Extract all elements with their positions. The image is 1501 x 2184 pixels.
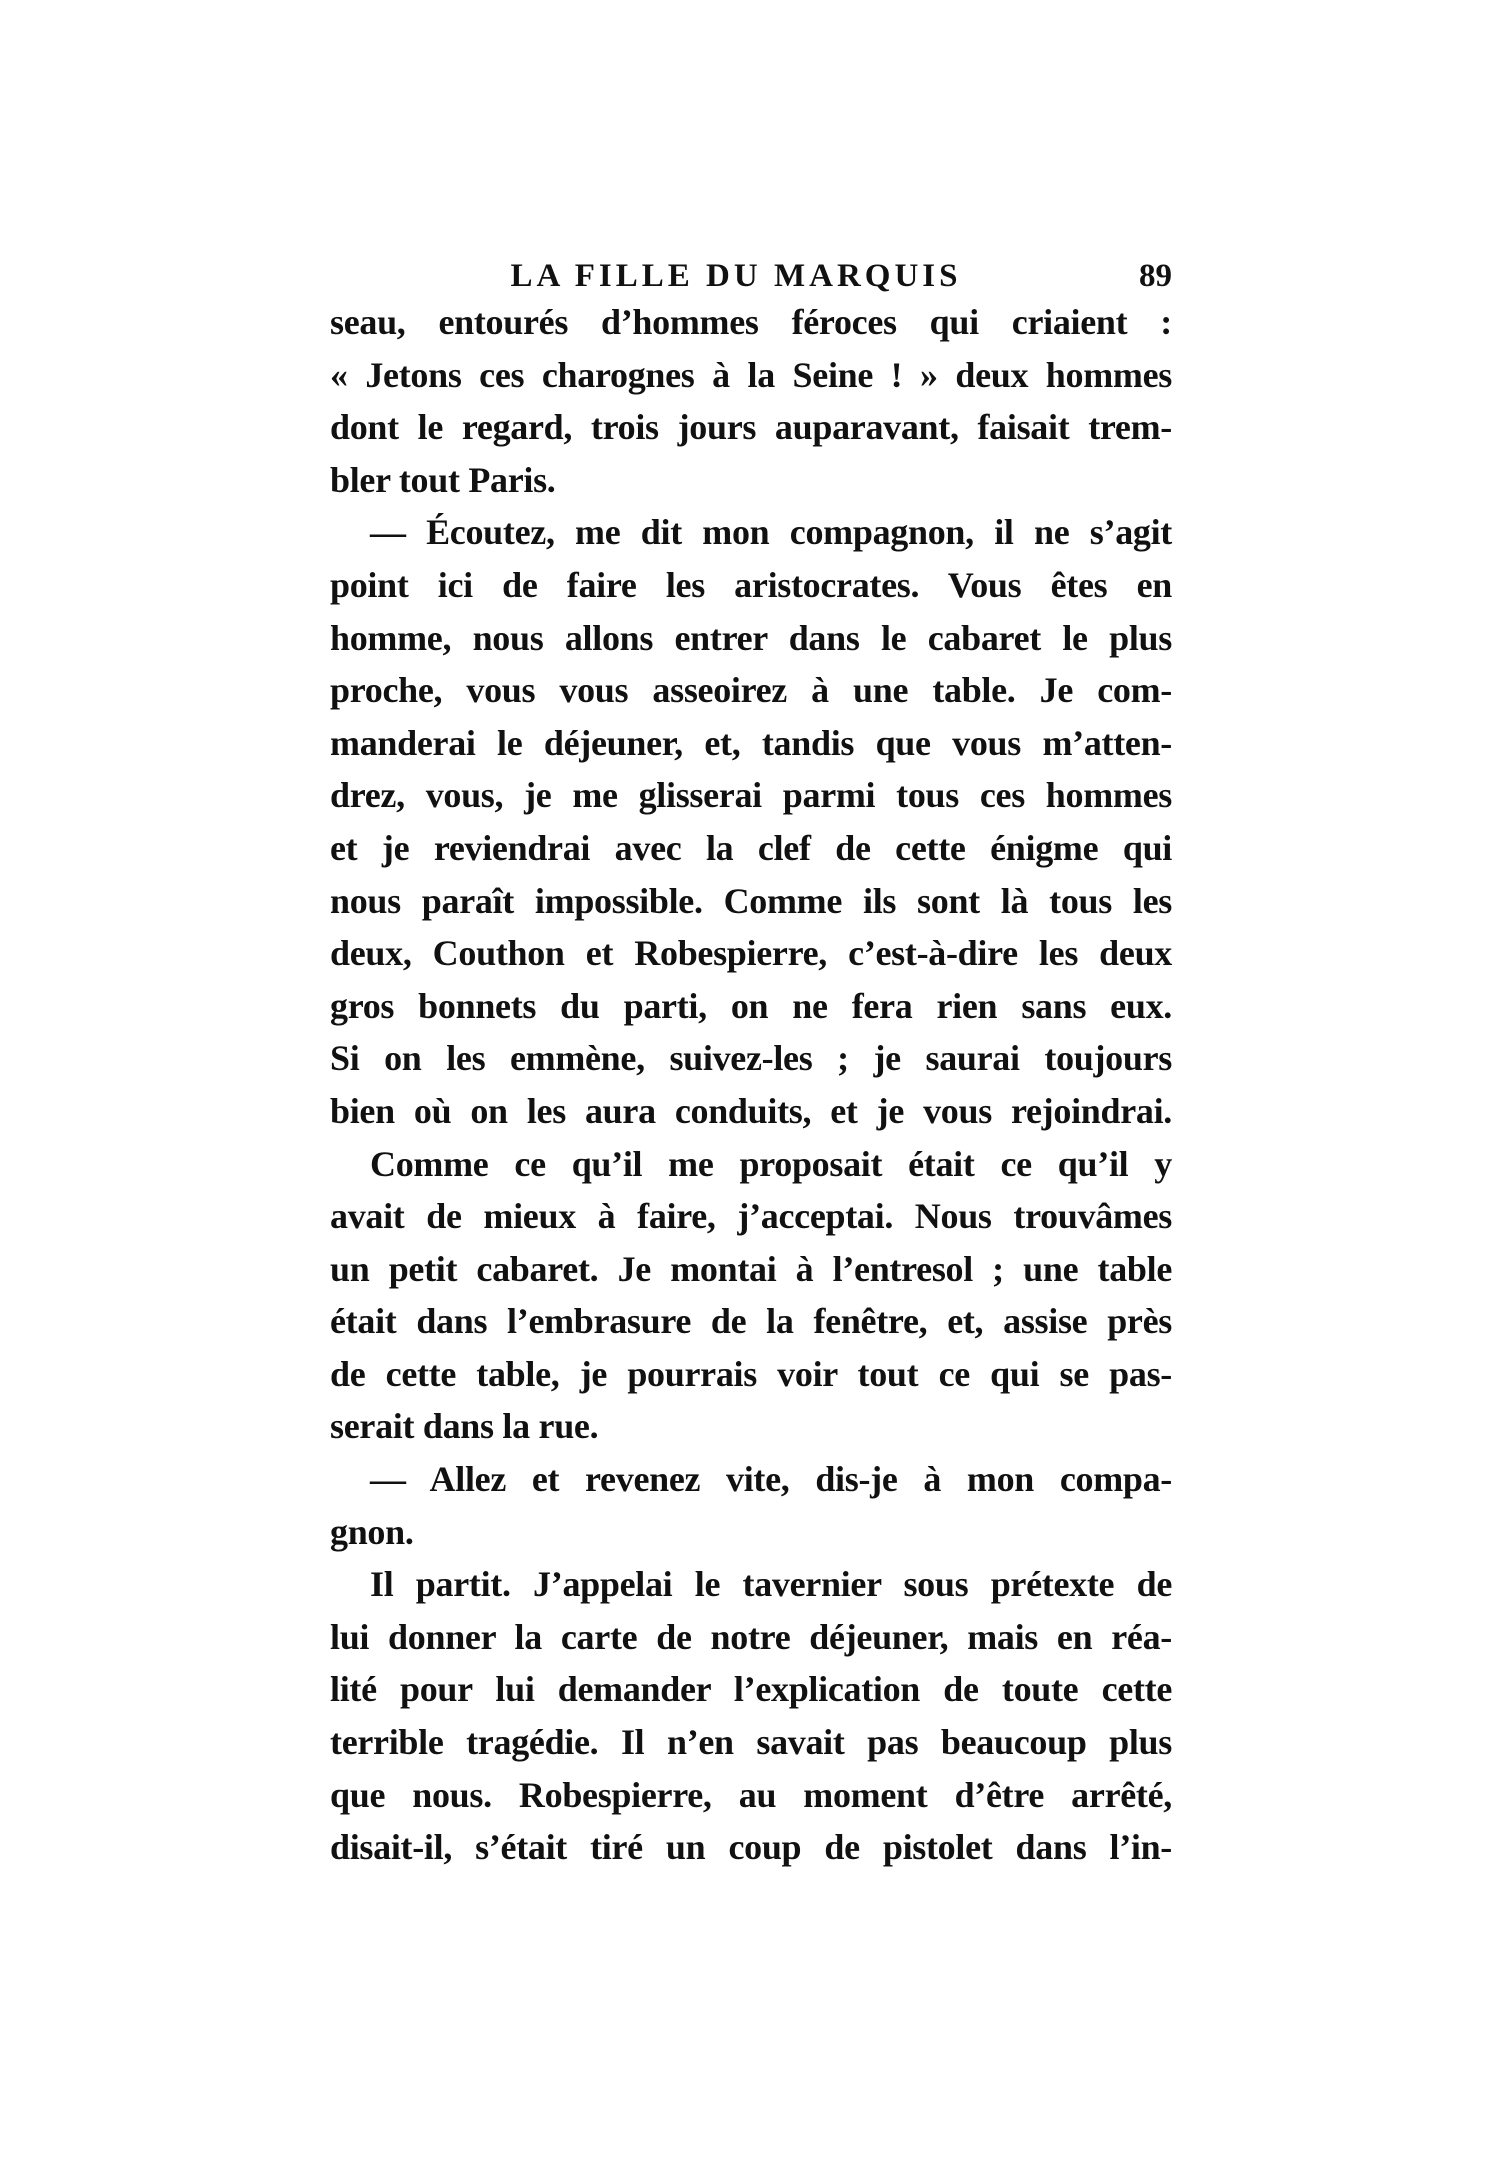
text-line: un petit cabaret. Je montai à l’entresol ; une table xyxy=(330,1248,1172,1289)
text-line: seau, entourés d’hommes féroces qui criaient : xyxy=(330,302,1172,342)
text-line: gnon. xyxy=(330,1511,414,1552)
text-line: lité pour lui demander l’explication de toute cette xyxy=(330,1669,1172,1710)
text-line: Il partit. J’appelai le tavernier sous prétexte de xyxy=(370,1564,1172,1605)
text-line: Si on les emmène, suivez-les ; je saurai toujours xyxy=(330,1038,1172,1079)
text-line: — Écoutez, me dit mon compagnon, il ne s’agit xyxy=(370,512,1172,553)
text-line: homme, nous allons entrer dans le cabaret le plus xyxy=(330,617,1172,658)
text-line: disait-il, s’était tiré un coup de pistolet dans l’in- xyxy=(330,1827,1172,1868)
text-line: point ici de faire les aristocrates. Vous êtes en xyxy=(330,564,1172,605)
text-line: drez, vous, je me glisserai parmi tous ces hommes xyxy=(330,775,1172,816)
text-line: Comme ce qu’il me proposait était ce qu’il y xyxy=(370,1143,1172,1184)
text-line: bler tout Paris. xyxy=(330,459,556,500)
text-line: avait de mieux à faire, j’acceptai. Nous trouvâmes xyxy=(330,1196,1172,1237)
text-line: nous paraît impossible. Comme ils sont là tous les xyxy=(330,880,1172,921)
page-number: 89 xyxy=(1139,258,1172,294)
text-line: « Jetons ces charognes à la Seine ! » deux hommes xyxy=(330,354,1172,395)
text-line: manderai le déjeuner, et, tandis que vous m’atten- xyxy=(330,722,1172,763)
text-line: lui donner la carte de notre déjeuner, mais en réa- xyxy=(330,1616,1172,1657)
body-text xyxy=(330,296,1172,1874)
text-line: gros bonnets du parti, on ne fera rien sans eux. xyxy=(330,985,1172,1026)
text-line: que nous. Robespierre, au moment d’être arrêté, xyxy=(330,1774,1172,1815)
running-title: LA FILLE DU MARQUIS xyxy=(510,258,962,294)
text-line: de cette table, je pourrais voir tout ce qui se pas- xyxy=(330,1353,1172,1394)
text-line: proche, vous vous asseoirez à une table. Je com- xyxy=(330,670,1172,711)
text-line: dont le regard, trois jours auparavant, faisait trem- xyxy=(330,407,1172,448)
text-line: et je reviendrai avec la clef de cette énigme qui xyxy=(330,827,1172,868)
text-line: deux, Couthon et Robespierre, c’est-à-dire les deux xyxy=(330,933,1172,974)
text-line: terrible tragédie. Il n’en savait pas beaucoup plus xyxy=(330,1722,1172,1763)
text-line: était dans l’embrasure de la fenêtre, et, assise près xyxy=(330,1301,1172,1342)
text-line: serait dans la rue. xyxy=(330,1406,599,1447)
text-line: — Allez et revenez vite, dis-je à mon compa- xyxy=(370,1459,1172,1500)
text-line: bien où on les aura conduits, et je vous rejoindrai. xyxy=(330,1090,1172,1131)
